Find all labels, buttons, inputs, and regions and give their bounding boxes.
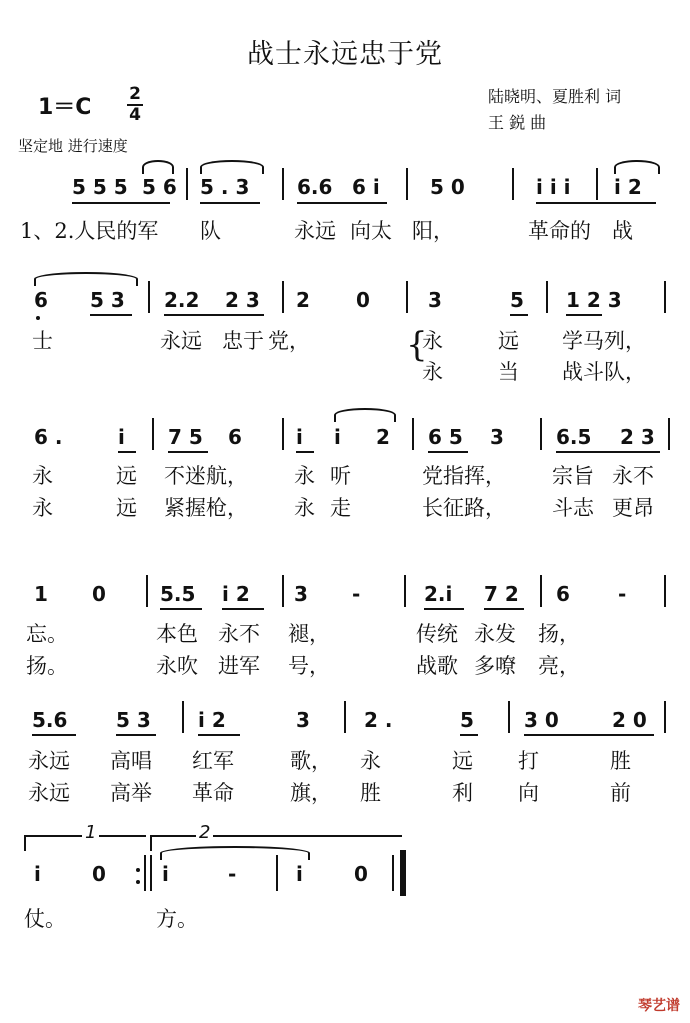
lyric: 永: [360, 749, 381, 773]
lyric: 远: [452, 749, 473, 773]
barline: [540, 418, 542, 450]
note-group: i: [296, 862, 303, 886]
underline: [510, 314, 528, 316]
note-group: i: [34, 862, 41, 886]
note-group: i 2: [614, 175, 642, 199]
credit-music: 王 鋭 曲: [488, 113, 547, 132]
underline: [118, 451, 136, 453]
slur: [334, 408, 396, 422]
note-group: i: [296, 425, 303, 449]
lyric: 胜: [360, 781, 381, 805]
lyric: 本色: [156, 622, 198, 646]
slur: [142, 160, 174, 174]
lyric: 革命: [192, 781, 234, 805]
barline: [406, 168, 408, 200]
note-group: 7 5: [168, 425, 203, 449]
note-group: -: [618, 582, 627, 606]
barline: [664, 701, 666, 733]
lyric: 扬。: [26, 654, 68, 678]
note-group: 5: [460, 708, 474, 732]
note-group: 0: [354, 862, 368, 886]
note-group: 5 5 5: [72, 175, 128, 199]
underline: [556, 451, 660, 453]
underline: [164, 314, 264, 316]
note-group: -: [352, 582, 361, 606]
note-group: 2.2: [164, 288, 200, 312]
tempo-marking: 坚定地 进行速度: [18, 137, 128, 155]
barline: [508, 701, 510, 733]
note-group: 3 0: [524, 708, 559, 732]
barline: [186, 168, 188, 200]
barline: [392, 855, 394, 891]
underline: [198, 734, 240, 736]
barline: [282, 281, 284, 313]
lyric: 永: [32, 464, 53, 488]
note-group: 6: [556, 582, 570, 606]
note-group: 5 3: [90, 288, 125, 312]
note-group: i 2: [222, 582, 250, 606]
underline: [90, 314, 132, 316]
lyric: 阳，: [412, 219, 454, 243]
watermark-logo: 琴艺谱: [638, 998, 680, 1014]
note-group: 6: [228, 425, 242, 449]
note-group: i 2: [198, 708, 226, 732]
lyric: 队: [200, 219, 221, 243]
note-group: 5 6: [142, 175, 177, 199]
note-group: 0: [92, 862, 106, 886]
underline: [428, 451, 468, 453]
lyric: 歌，: [290, 749, 332, 773]
note-group: 1 2 3: [566, 288, 622, 312]
note-group: 3: [490, 425, 504, 449]
note-group: 3: [428, 288, 442, 312]
underline: [296, 451, 314, 453]
key-signature: 1＝C: [38, 95, 92, 120]
note-group: 5 . 3: [200, 175, 250, 199]
lyric: 褪，: [288, 622, 330, 646]
lyric: 革命的: [528, 219, 591, 243]
barline: [152, 418, 154, 450]
note-group: 1: [34, 582, 48, 606]
low-octave-dot: [36, 316, 40, 320]
lyric: 向太: [350, 219, 392, 243]
barline: [546, 281, 548, 313]
lyric: 战: [612, 219, 633, 243]
lyric: 永不: [612, 464, 654, 488]
lyric: 永不: [218, 622, 260, 646]
lyric: 方。: [156, 907, 198, 931]
lyric: 高举: [110, 781, 152, 805]
note-group: 6.5: [556, 425, 592, 449]
lyric: 更昂: [612, 496, 654, 520]
underline: [72, 202, 170, 204]
underline: [424, 608, 464, 610]
barline: [404, 575, 406, 607]
lyric: 利: [452, 781, 473, 805]
note-group: 2: [296, 288, 310, 312]
credit-lyrics: 陆晓明、夏胜利 词: [488, 87, 622, 106]
barline: [146, 575, 148, 607]
barline: [596, 168, 598, 200]
lyric: 远: [116, 464, 137, 488]
note-group: 5.6: [32, 708, 68, 732]
note-group: 2 0: [612, 708, 647, 732]
note-group: 2 3: [620, 425, 655, 449]
lyric: 走: [330, 496, 351, 520]
brace: {: [406, 325, 428, 365]
lyric: 进军: [218, 654, 260, 678]
lyric: 永: [422, 329, 443, 353]
lyric: 前: [610, 781, 631, 805]
volta-number-2: 2: [196, 822, 213, 843]
lyric: 1、2.人民的军: [20, 219, 159, 243]
lyric: 永远: [160, 329, 202, 353]
lyric: 紧握枪，: [164, 496, 248, 520]
underline: [32, 734, 76, 736]
lyric: 永: [294, 496, 315, 520]
note-group: 3: [294, 582, 308, 606]
underline: [524, 734, 654, 736]
lyric: 远: [498, 329, 519, 353]
slur: [34, 272, 138, 286]
barline: [540, 575, 542, 607]
lyric: 忘。: [26, 622, 68, 646]
underline: [536, 202, 656, 204]
underline: [460, 734, 478, 736]
lyric: 斗志: [552, 496, 594, 520]
note-group: 5: [510, 288, 524, 312]
credits: [488, 84, 621, 136]
repeat-dot: [136, 880, 140, 884]
lyric: 永: [422, 360, 443, 384]
lyric: 永: [294, 464, 315, 488]
lyric: 多嘹: [474, 654, 516, 678]
barline-repeat: [144, 855, 146, 891]
note-group: 6 i: [352, 175, 380, 199]
slur: [614, 160, 660, 174]
underline: [566, 314, 602, 316]
note-group: 5 0: [430, 175, 465, 199]
underline: [484, 608, 524, 610]
barline: [344, 701, 346, 733]
lyric: 党指挥，: [422, 464, 506, 488]
note-group: -: [228, 862, 237, 886]
note-group: 5 3: [116, 708, 151, 732]
lyric: 不迷航，: [164, 464, 248, 488]
barline: [182, 701, 184, 733]
lyric: 扬，: [538, 622, 580, 646]
lyric: 学马列，: [562, 329, 646, 353]
underline: [222, 608, 264, 610]
barline: [150, 855, 152, 891]
underline: [297, 202, 387, 204]
underline: [168, 451, 208, 453]
barline: [412, 418, 414, 450]
note-group: i: [334, 425, 341, 449]
barline: [282, 575, 284, 607]
note-group: 2: [376, 425, 390, 449]
repeat-dot: [136, 868, 140, 872]
time-signature: [127, 86, 143, 124]
lyric: 战歌: [416, 654, 458, 678]
note-group: 2 .: [364, 708, 393, 732]
note-group: 6.6: [297, 175, 333, 199]
lyric: 忠于: [222, 329, 264, 353]
lyric: 永远: [28, 749, 70, 773]
final-barline: [400, 850, 406, 896]
lyric: 永吹: [156, 654, 198, 678]
barline: [282, 418, 284, 450]
note-group: 5.5: [160, 582, 196, 606]
note-group: 2 3: [225, 288, 260, 312]
lyric: 传统: [416, 622, 458, 646]
note-group: 7 2: [484, 582, 519, 606]
lyric: 胜: [610, 749, 631, 773]
note-group: 6 5: [428, 425, 463, 449]
lyric: 长征路，: [422, 496, 506, 520]
note-group: 3: [296, 708, 310, 732]
lyric: 宗旨: [552, 464, 594, 488]
note-group: 2.i: [424, 582, 453, 606]
note-group: i: [162, 862, 169, 886]
barline: [512, 168, 514, 200]
underline: [160, 608, 202, 610]
barline: [664, 575, 666, 607]
time-bottom: 4: [129, 105, 141, 125]
note-group: 6 .: [34, 425, 63, 449]
barline: [282, 168, 284, 200]
note-group: i: [118, 425, 125, 449]
slur: [160, 846, 310, 860]
volta-number-1: 1: [82, 822, 99, 843]
time-top: 2: [129, 84, 141, 104]
lyric: 打: [518, 749, 539, 773]
slur: [200, 160, 264, 174]
lyric: 当: [498, 360, 519, 384]
lyric: 永远: [294, 219, 336, 243]
note-group: i i i: [536, 175, 571, 199]
lyric: 旗，: [290, 781, 332, 805]
barline: [664, 281, 666, 313]
underline: [116, 734, 156, 736]
lyric: 党，: [268, 329, 310, 353]
lyric: 永远: [28, 781, 70, 805]
lyric: 士: [32, 329, 53, 353]
lyric: 永发: [474, 622, 516, 646]
note-group: 6: [34, 288, 48, 312]
lyric: 高唱: [110, 749, 152, 773]
lyric: 亮，: [538, 654, 580, 678]
note-group: 0: [92, 582, 106, 606]
lyric: 向: [518, 781, 539, 805]
barline: [148, 281, 150, 313]
lyric: 红军: [192, 749, 234, 773]
lyric: 远: [116, 496, 137, 520]
lyric: 听: [330, 464, 351, 488]
note-group: 0: [356, 288, 370, 312]
lyric: 永: [32, 496, 53, 520]
song-title: 战士永远忠于党: [247, 39, 443, 70]
underline: [200, 202, 260, 204]
barline: [406, 281, 408, 313]
barline: [276, 855, 278, 891]
lyric: 仗。: [24, 907, 66, 931]
lyric: 战斗队，: [562, 360, 646, 384]
lyric: 号，: [288, 654, 330, 678]
barline: [668, 418, 670, 450]
